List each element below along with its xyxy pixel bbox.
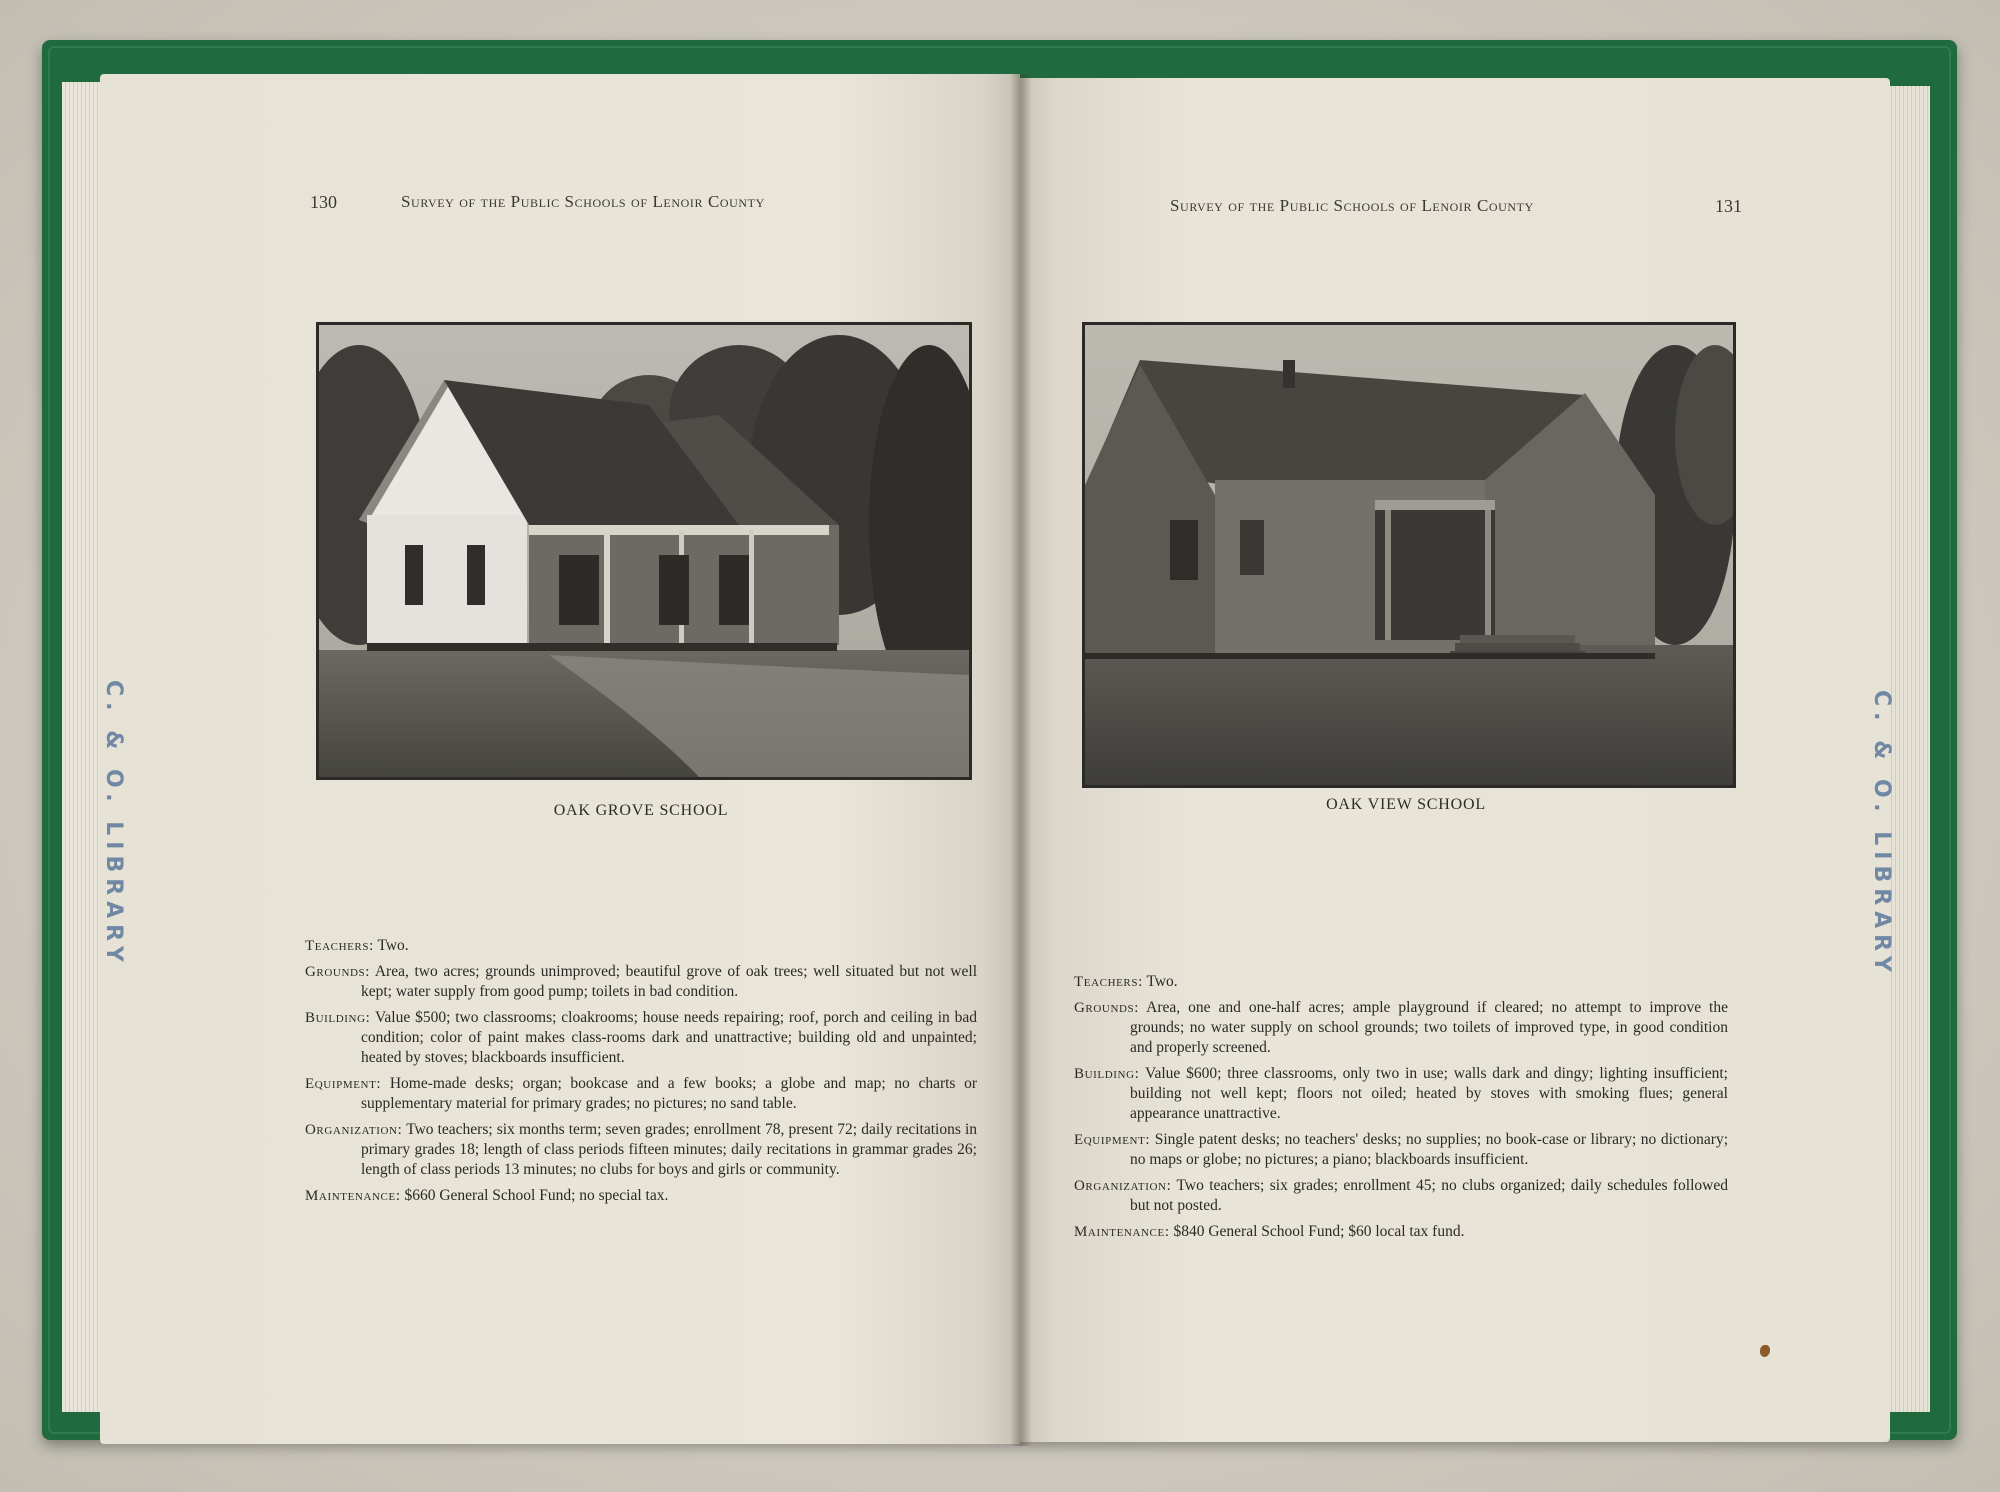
entry-grounds: Grounds: Area, two acres; grounds unimproved; beautiful grove of oak trees; well situated but not well kept; water supply from good pump; toilets in bad condition. [305, 963, 977, 1000]
entry-maintenance: Maintenance: $660 General School Fund; no special tax. [305, 1187, 669, 1204]
right-page-number: 131 [1715, 196, 1742, 216]
oak-grove-school-photo [316, 322, 972, 780]
right-running-head: Survey of the Public Schools of Lenoir County [1170, 196, 1534, 215]
left-running-head: Survey of the Public Schools of Lenoir County [401, 192, 765, 211]
book-gutter [1010, 74, 1032, 1446]
entry-equipment: Equipment: Single patent desks; no teachers' desks; no supplies; no book-case or library; no dictionary; no maps or globe; no pictures; a piano; blackboards insufficient. [1074, 1131, 1728, 1168]
entry-teachers: Teachers: Two. [305, 937, 409, 954]
right-library-stamp: C. & O. LIBRARY [1869, 690, 1894, 978]
entry-equipment: Equipment: Home-made desks; organ; bookcase and a few books; a globe and map; no charts or supplementary material for primary grades; no pictures; no sand table. [305, 1075, 977, 1112]
oak-grove-school-caption: OAK GROVE SCHOOL [553, 802, 729, 819]
oak-grove-school-image [319, 325, 969, 777]
left-library-stamp: C. & O. LIBRARY [101, 680, 126, 968]
oak-view-school-caption: OAK VIEW SCHOOL [1326, 796, 1486, 813]
entry-maintenance: Maintenance: $840 General School Fund; $60 local tax fund. [1074, 1223, 1465, 1240]
right-page-entries [1074, 972, 1728, 1248]
entry-building: Building: Value $500; two classrooms; cloakrooms; house needs repairing; roof, porch and ceiling in bad condition; color of paint makes class-rooms dark and unattractive; building old and unpainted; heated by stoves; blackboards insufficient. [305, 1009, 977, 1066]
oak-view-school-image [1085, 325, 1733, 785]
left-page [100, 74, 1020, 1444]
oak-view-school-photo [1082, 322, 1736, 788]
left-page-entries [305, 936, 977, 1212]
right-page [1020, 78, 1890, 1442]
entry-teachers: Teachers: Two. [1074, 973, 1178, 990]
entry-organization: Organization: Two teachers; six months term; seven grades; enrollment 78, present 72; daily recitations in primary grades 18; length of class periods fifteen minutes; daily recitations in grammar grades 26; length of class periods 13 minutes; no clubs for boys and girls or community. [305, 1121, 977, 1178]
entry-organization: Organization: Two teachers; six grades; enrollment 45; no clubs organized; daily schedules followed but not posted. [1074, 1177, 1728, 1214]
left-page-number: 130 [310, 192, 337, 212]
entry-grounds: Grounds: Area, one and one-half acres; ample playground if cleared; no attempt to improve the grounds; no water supply on school grounds; two toilets of improved type, in good condition and properly screened. [1074, 999, 1728, 1056]
entry-building: Building: Value $600; three classrooms, only two in use; walls dark and dingy; lighting insufficient; building not well kept; floors not oiled; heated by stoves with smoking flues; general appearance unattractive. [1074, 1065, 1728, 1122]
